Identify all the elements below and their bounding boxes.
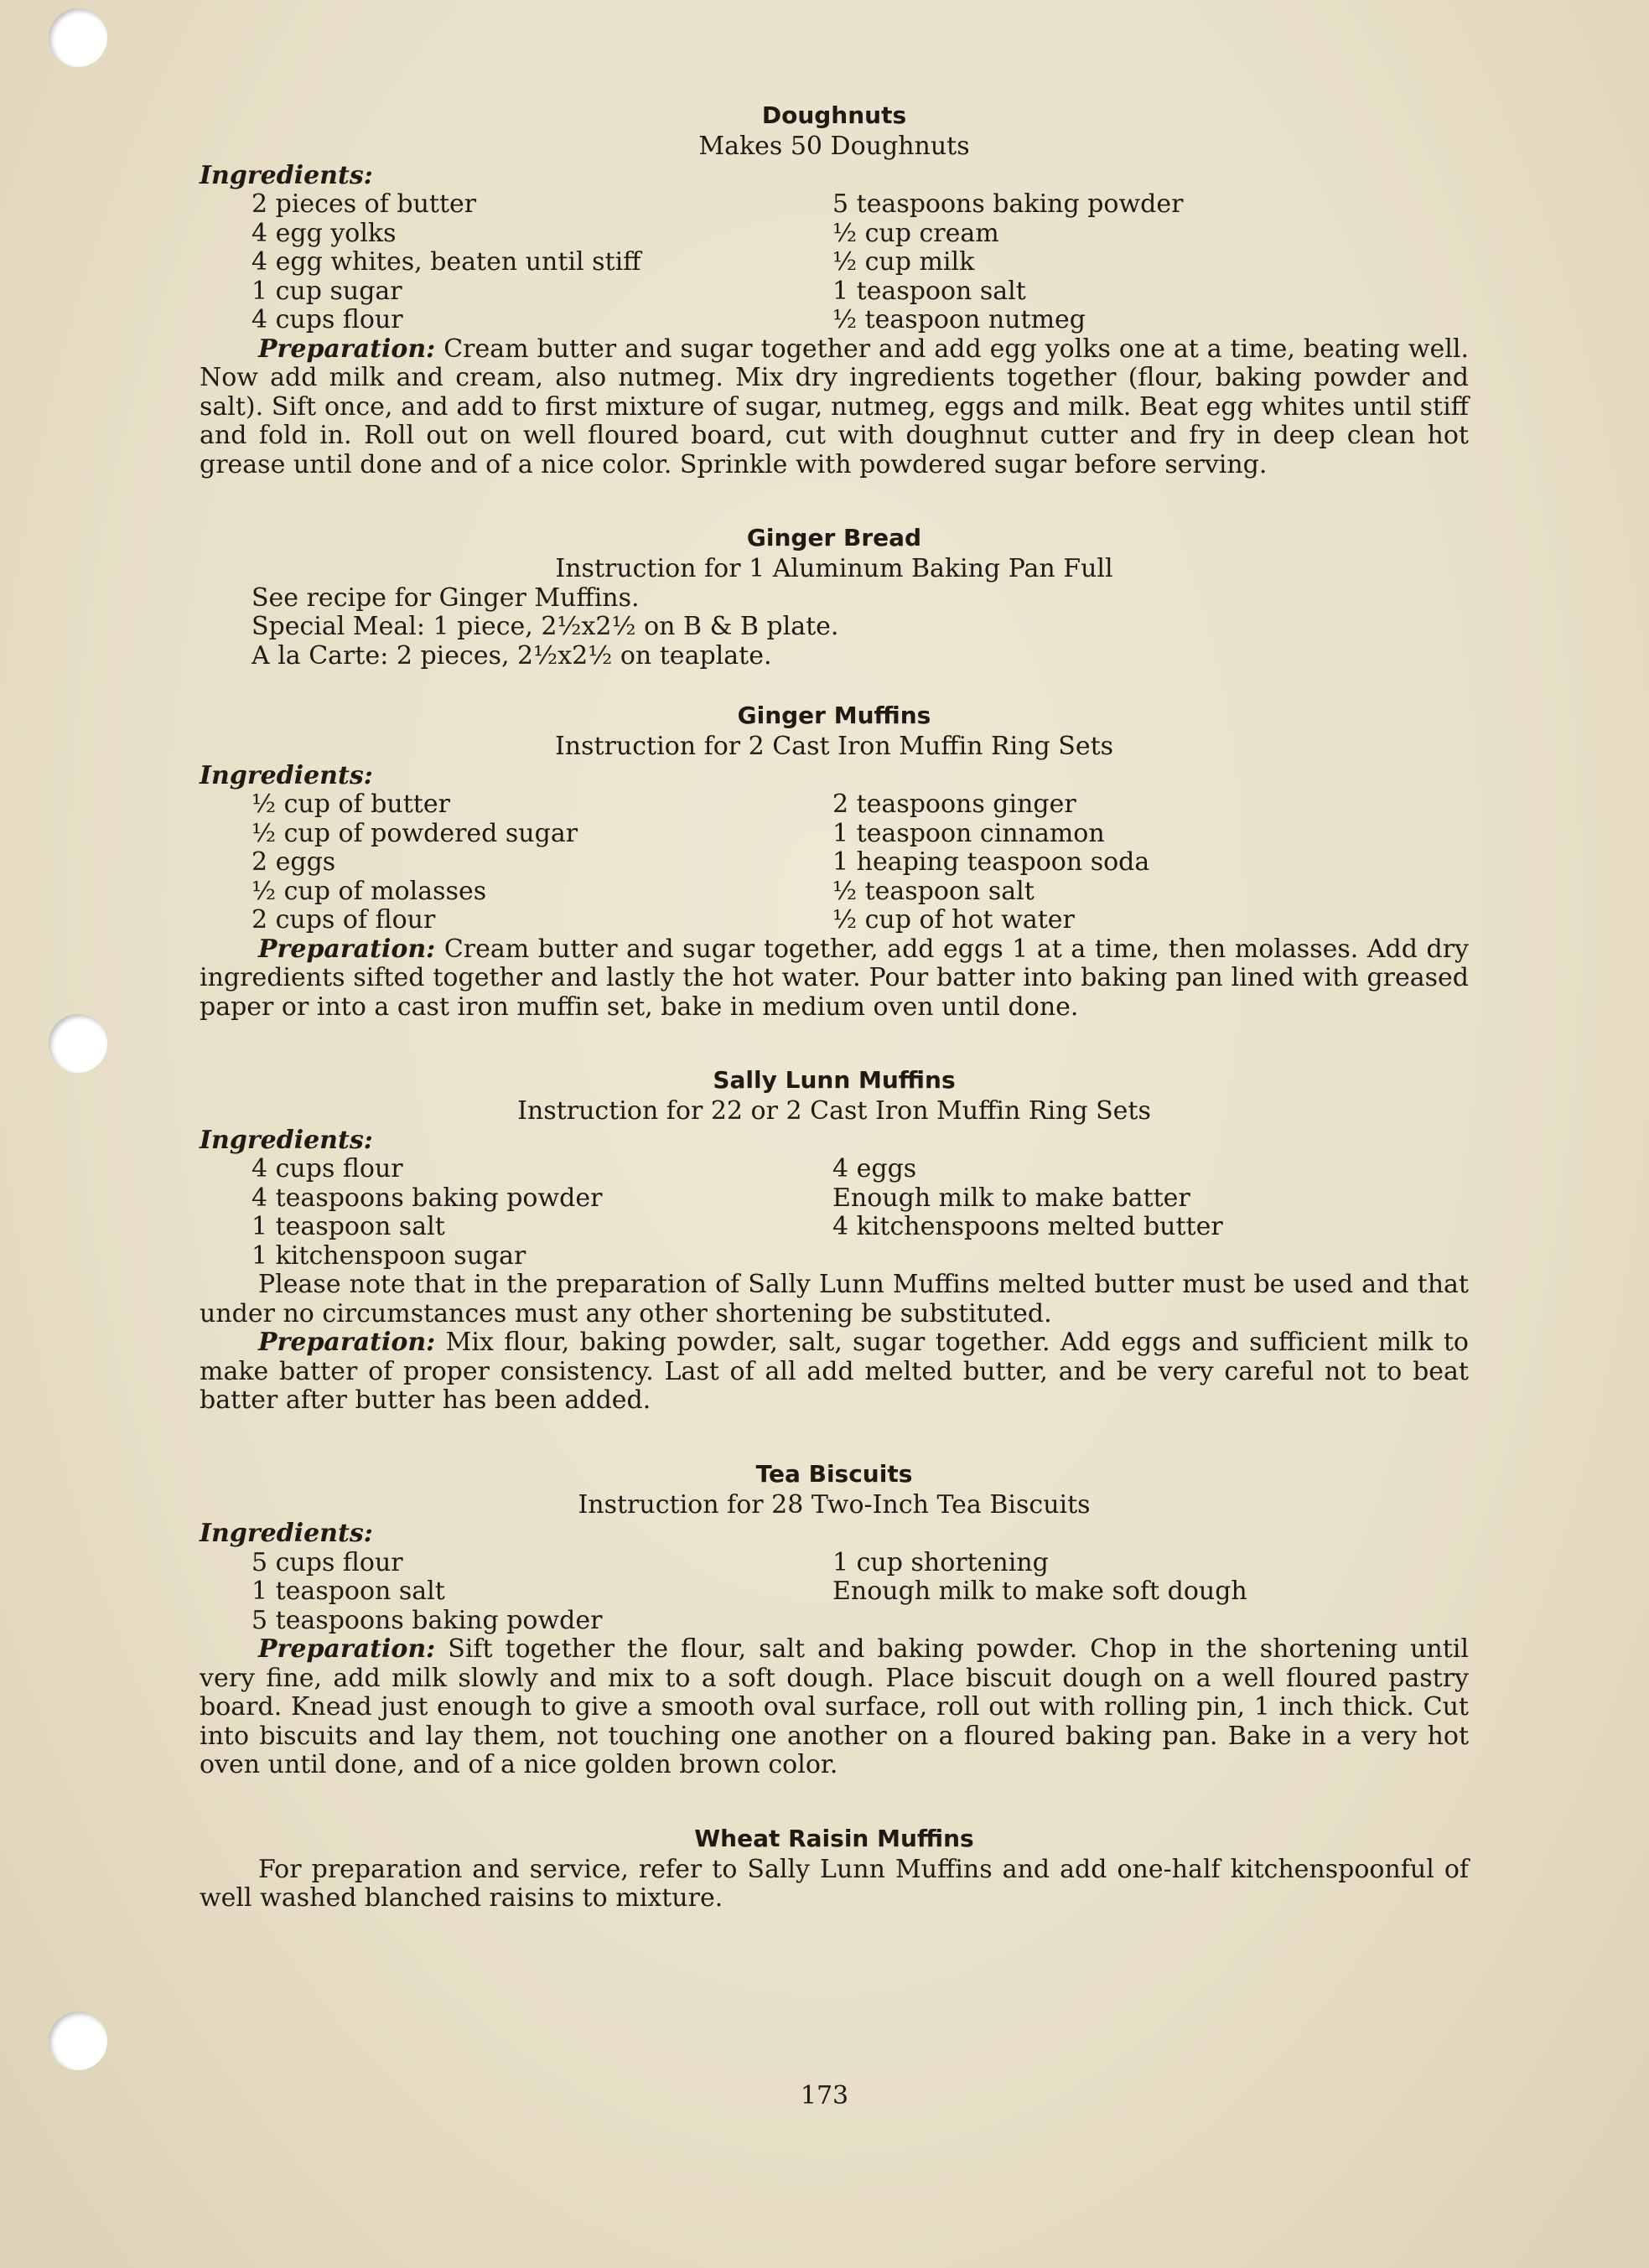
ingredient-item: 5 teaspoons baking powder (832, 189, 1184, 219)
preparation-label: Preparation: (258, 1328, 436, 1357)
ingredient-item: 1 heaping teaspoon soda (832, 847, 1150, 877)
ingredient-item: ½ teaspoon salt (832, 876, 1035, 906)
preparation-text: Sift together the flour, salt and baking powder. Chop in the shortening until very fine, add milk slowly and mix to a soft dough. Place biscuit dough on a well floured pastry board. Knead just enough to give a smooth oval surface, roll out with rolling pin, 1 inch thick. Cut into biscuits and lay them, not touching one another on a floured baking pan. Bake in a very hot oven until done, and of a nice golden brown color. (200, 1634, 1469, 1779)
ingredient-item: 4 kitchenspoons melted butter (832, 1212, 1223, 1241)
ingredient-item: 1 teaspoon salt (251, 1212, 445, 1241)
ingredient-item: 4 cups flour (251, 1154, 403, 1183)
ingredient-item: ½ cup of molasses (251, 876, 487, 906)
ingredient-item: Enough milk to make soft dough (832, 1577, 1247, 1606)
ingredient-item: 5 teaspoons baking powder (251, 1605, 603, 1635)
recipe-subtitle: Instruction for 1 Aluminum Baking Pan Full (555, 554, 1113, 583)
ingredients-list (200, 1155, 1469, 1271)
recipe-title: Tea Biscuits (755, 1459, 913, 1488)
preparation-paragraph (200, 1635, 1469, 1780)
note-paragraph: Please note that in the preparation of Sally Lunn Muffins melted butter must be used and that under no circumstances must any other shortening be substituted. (200, 1270, 1469, 1328)
ingredient-item: Enough milk to make batter (832, 1183, 1190, 1213)
preparation-paragraph (200, 1328, 1469, 1416)
ingredient-item: 2 teaspoons ginger (832, 790, 1076, 819)
ingredient-item: 2 cups of flour (251, 905, 436, 935)
preparation-paragraph (200, 935, 1469, 1023)
ingredients-list (200, 1549, 1469, 1636)
recipe-subtitle: Instruction for 22 or 2 Cast Iron Muffin Ring Sets (517, 1096, 1151, 1126)
recipe-text: For preparation and service, refer to Sally Lunn Muffins and add one-half kitchenspoonful of well washed blanched raisins to mixture. (200, 1854, 1469, 1913)
recipe-ginger-bread (200, 521, 1469, 671)
recipe-wheat-raisin-muffins (200, 1822, 1469, 1913)
preparation-label: Preparation: (258, 934, 436, 964)
ingredient-item: 1 kitchenspoon sugar (251, 1240, 526, 1271)
ingredient-item: ½ cup of powdered sugar (251, 818, 578, 848)
ingredient-item: 5 cups flour (251, 1547, 403, 1577)
section-gap (200, 1022, 1469, 1064)
ingredients-left-column (200, 1155, 832, 1271)
ingredient-item: 4 eggs (832, 1154, 917, 1183)
page-number: 173 (800, 2081, 849, 2110)
ingredient-item: 1 cup shortening (832, 1547, 1049, 1577)
ingredients-label: Ingredients: (200, 1125, 373, 1155)
ingredients-right-column (832, 1155, 1469, 1271)
ingredient-item: ½ cup of butter (251, 790, 450, 819)
recipe-ginger-muffins (200, 699, 1469, 1022)
preparation-paragraph (200, 335, 1469, 480)
ingredient-item: 4 egg yolks (251, 218, 397, 248)
section-gap (200, 1416, 1469, 1458)
recipe-line: A la Carte: 2 pieces, 2½x2½ on teaplate. (251, 640, 772, 671)
page-content (200, 99, 1469, 1913)
recipe-subtitle: Instruction for 2 Cast Iron Muffin Ring Sets (554, 732, 1114, 761)
preparation-text: Mix flour, baking powder, salt, sugar together. Add eggs and sufficient milk to make batter of proper consistency. Last of all add melted butter, and be very careful not to beat batter after butter has been added. (200, 1328, 1469, 1415)
binder-hole-middle (49, 1014, 107, 1073)
recipe-subtitle: Makes 50 Doughnuts (698, 132, 970, 161)
recipe-title: Sally Lunn Muffins (713, 1066, 956, 1094)
recipe-sally-lunn-muffins (200, 1064, 1469, 1416)
ingredients-right-column (832, 190, 1469, 335)
recipe-subtitle: Instruction for 28 Two-Inch Tea Biscuits (578, 1489, 1091, 1520)
ingredients-left-column (200, 190, 832, 335)
ingredient-item: 1 cup sugar (251, 276, 402, 306)
ingredients-label: Ingredients: (200, 760, 373, 790)
preparation-text: Cream butter and sugar together and add egg yolks one at a time, beating well. Now add milk and cream, also nutmeg. Mix dry ingredients together (flour, baking powder and salt). Sift once, and add to first mixture of sugar, nutmeg, eggs and milk. Beat egg whites until stiff and fold in. Roll out on well floured board, cut with doughnut cutter and fry in deep clean hot grease until done and of a nice color. Sprinkle with powdered sugar before serving. (200, 334, 1469, 479)
recipe-title: Doughnuts (761, 101, 907, 129)
ingredient-item: 1 teaspoon cinnamon (832, 818, 1105, 848)
ingredients-right-column (832, 790, 1469, 935)
section-gap (200, 1780, 1469, 1822)
ingredient-item: ½ cup of hot water (832, 905, 1075, 935)
ingredients-label: Ingredients: (200, 160, 373, 190)
preparation-text: Cream butter and sugar together, add eggs 1 at a time, then molasses. Add dry ingredients sifted together and lastly the hot water. Pour batter into baking pan lined with greased paper or into a cast iron muffin set, bake in medium oven until done. (200, 934, 1469, 1022)
ingredients-label: Ingredients: (200, 1519, 373, 1548)
ingredient-item: 2 pieces of butter (251, 189, 477, 219)
recipe-line: See recipe for Ginger Muffins. (251, 583, 640, 613)
preparation-label: Preparation: (258, 334, 436, 364)
ingredients-left-column (200, 790, 832, 935)
ingredient-item: 4 cups flour (251, 305, 403, 334)
recipe-title: Wheat Raisin Muffins (694, 1824, 974, 1852)
ingredient-item: 4 egg whites, beaten until stiff (251, 247, 641, 277)
binder-hole-top (49, 8, 107, 67)
ingredient-item: ½ cup cream (832, 218, 999, 248)
ingredient-item: ½ cup milk (832, 247, 975, 277)
recipe-title: Ginger Muffins (737, 702, 931, 729)
ingredient-item: ½ teaspoon nutmeg (832, 305, 1086, 334)
preparation-label: Preparation: (258, 1634, 436, 1664)
ingredient-item: 1 teaspoon salt (251, 1577, 445, 1606)
section-gap (200, 479, 1469, 521)
ingredient-item: 4 teaspoons baking powder (251, 1183, 603, 1213)
ingredients-list (200, 190, 1469, 335)
recipe-doughnuts (200, 99, 1469, 479)
recipe-line: Special Meal: 1 piece, 2½x2½ on B & B plate. (251, 612, 839, 641)
recipe-tea-biscuits (200, 1458, 1469, 1780)
binder-hole-bottom (49, 2012, 107, 2070)
ingredient-item: 2 eggs (251, 847, 336, 877)
ingredient-item: 1 teaspoon salt (832, 276, 1026, 306)
ingredients-right-column (832, 1549, 1469, 1636)
recipe-title: Ginger Bread (746, 524, 922, 551)
ingredients-list (200, 790, 1469, 935)
ingredients-left-column (200, 1549, 832, 1636)
section-gap (200, 671, 1469, 699)
